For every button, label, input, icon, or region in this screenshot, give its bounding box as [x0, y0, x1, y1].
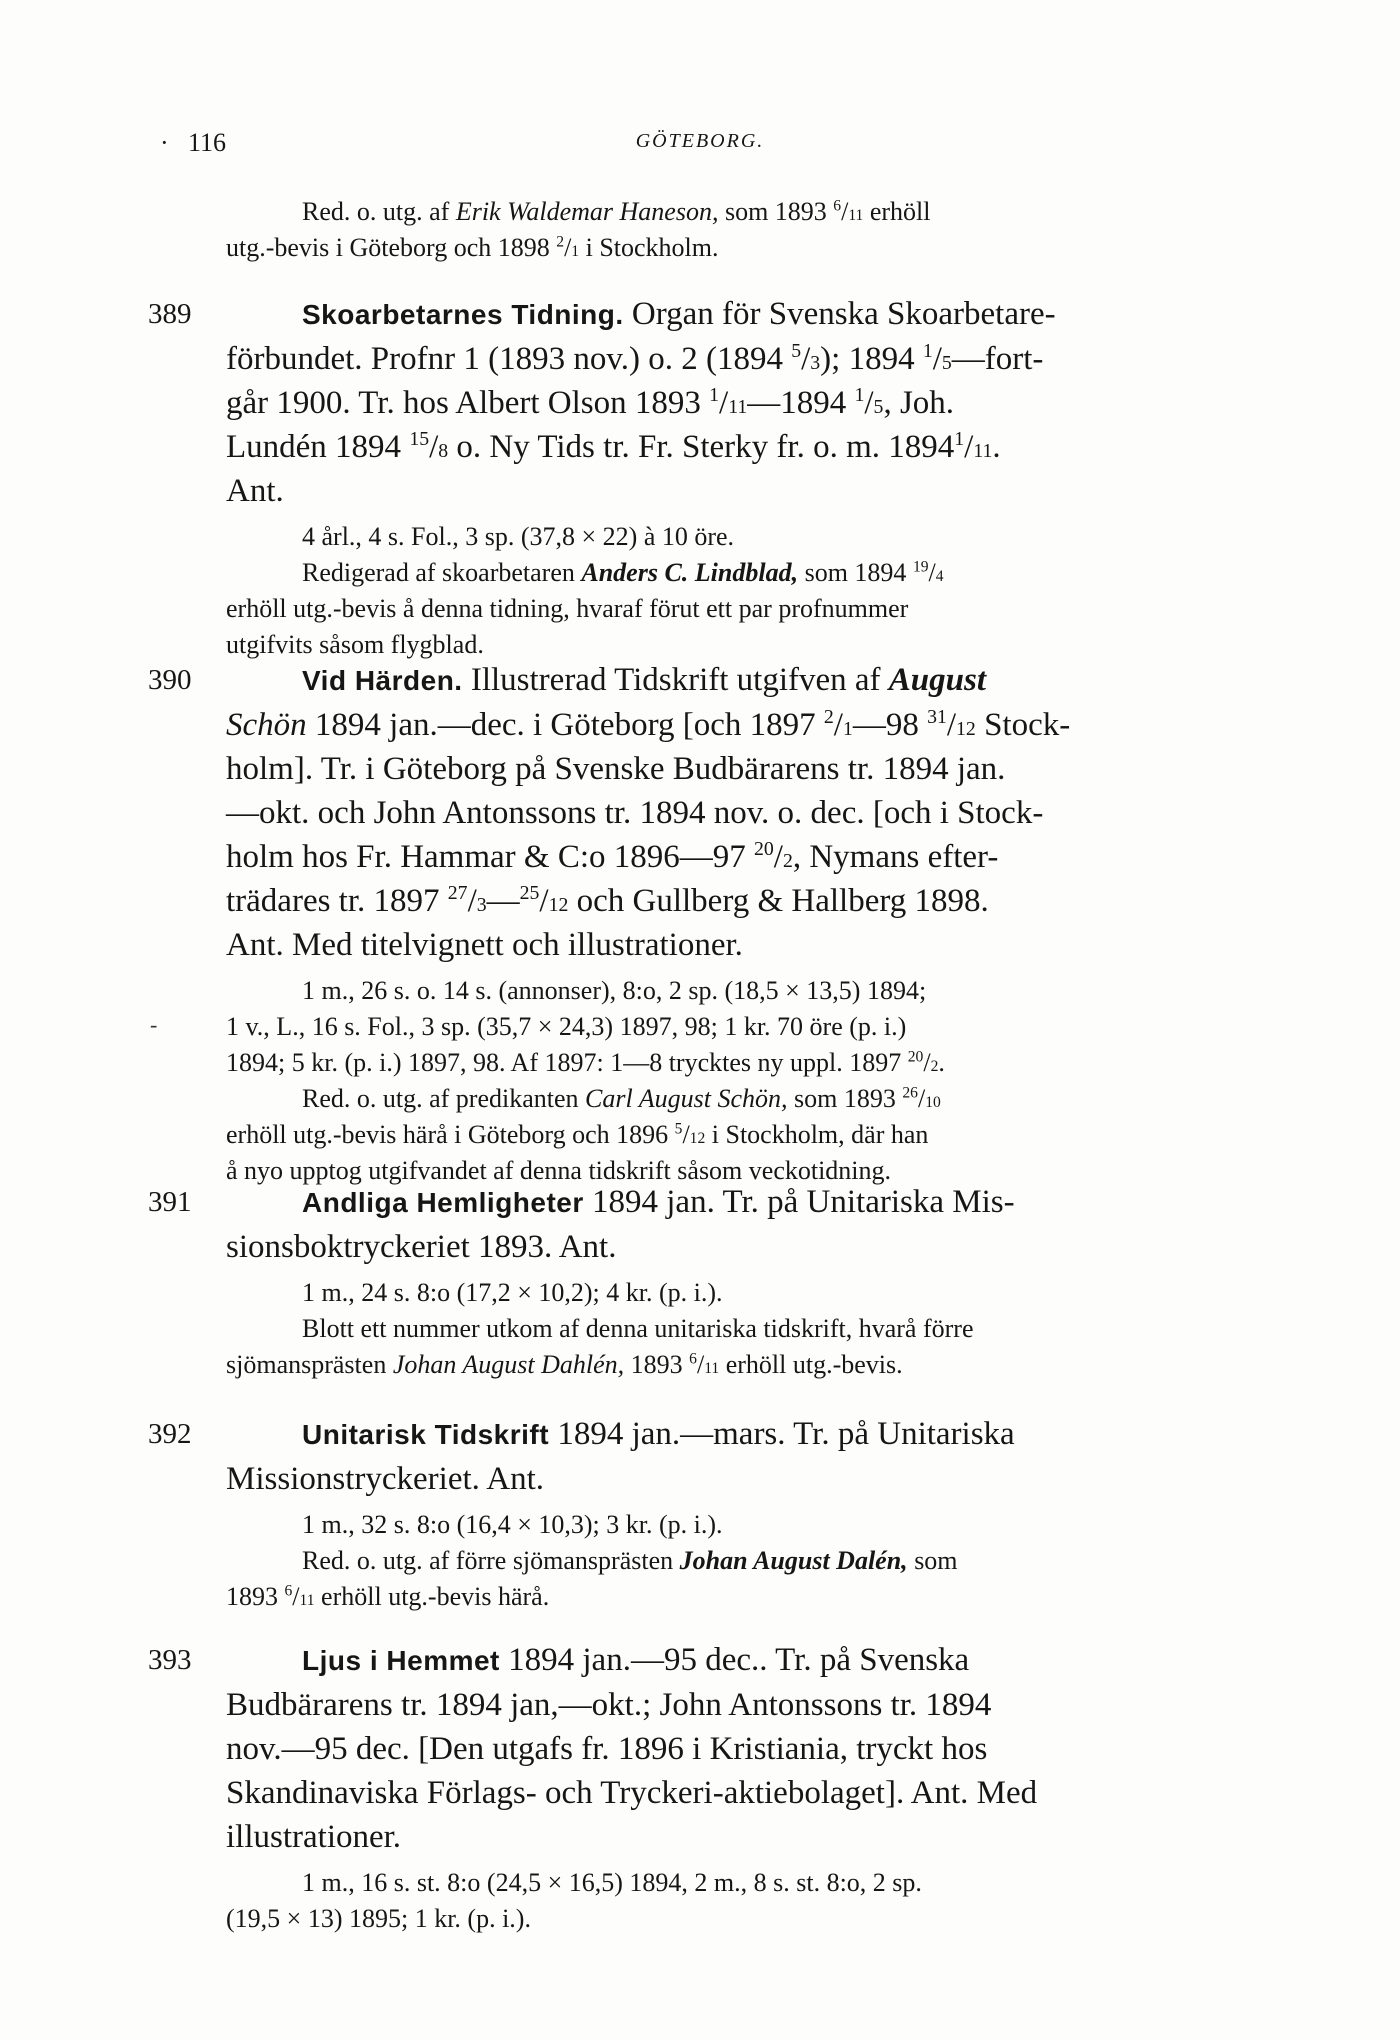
text-line: Missionstryckeriet. Ant.	[226, 1461, 545, 1497]
text-line: sionsboktryckeriet 1893. Ant.	[226, 1229, 617, 1265]
entry-390	[226, 658, 1236, 1189]
text-line: erhöll utg.-bevis härå i Göteborg och 1896 $^5$/12 i Stockholm, där han	[226, 1120, 929, 1149]
entry-title: Ljus i Hemmet	[302, 1645, 500, 1676]
text-line: Ljus i Hemmet 1894 jan.—95 dec.. Tr. på Svenska	[302, 1642, 970, 1678]
entry-number: 392	[148, 1418, 192, 1450]
text-line: Budbärarens tr. 1894 jan,—okt.; John Antonssons tr. 1894	[226, 1687, 992, 1723]
text-line: 1 m., 16 s. st. 8:o (24,5 × 16,5) 1894, 2 m., 8 s. st. 8:o, 2 sp.	[302, 1868, 922, 1897]
previous-entry-note	[226, 194, 1236, 266]
entry-title: Vid Härden.	[302, 665, 463, 696]
text-line: 1894; 5 kr. (p. i.) 1897, 98. Af 1897: 1—8 trycktes ny uppl. 1897 $^{20}$/2.	[226, 1048, 945, 1077]
text-line: 4 årl., 4 s. Fol., 3 sp. (37,8 × 22) à 10 öre.	[302, 522, 735, 551]
text-line: Redigerad af skoarbetaren Anders C. Lindblad, som 1894 $^{19}$/4	[302, 558, 944, 587]
entry-391	[226, 1180, 1236, 1383]
text-line: (19,5 × 13) 1895; 1 kr. (p. i.).	[226, 1904, 531, 1933]
text-line: Blott ett nummer utkom af denna unitariska tidskrift, hvarå förre	[302, 1314, 974, 1343]
text-line: förbundet. Profnr 1 (1893 nov.) o. 2 (1894 $^5$/3); 1894 $^1$/5—fort-	[226, 340, 1044, 377]
entry-392	[226, 1412, 1236, 1615]
page-dot: ·	[160, 128, 169, 157]
text-line: Ant. Med titelvignett och illustrationer.	[226, 927, 743, 963]
text-line: å nyo upptog utgifvandet af denna tidskrift såsom veckotidning.	[226, 1156, 892, 1185]
text-line: Schön 1894 jan.—dec. i Göteborg [och 1897 $^2$/1—98 $^{31}$/12 Stock-	[226, 706, 1071, 743]
text-line: 1893 $^6$/11 erhöll utg.-bevis härå.	[226, 1582, 550, 1611]
text-line: sjömansprästen Johan August Dahlén, 1893 $^6$/11 erhöll utg.-bevis.	[226, 1350, 903, 1379]
text-line: Red. o. utg. af förre sjömansprästen Johan August Dalén, som	[302, 1546, 958, 1575]
entry-number: 391	[148, 1186, 192, 1218]
text-line: utg.-bevis i Göteborg och 1898 $^2$/1 i Stockholm.	[226, 233, 719, 262]
entry-389	[226, 292, 1236, 663]
entry-title: Andliga Hemligheter	[302, 1187, 584, 1218]
text-line: Ant.	[226, 473, 284, 509]
entry-number: 390	[148, 664, 192, 696]
text-line: holm]. Tr. i Göteborg på Svenske Budbärarens tr. 1894 jan.	[226, 751, 1006, 787]
text-line: holm hos Fr. Hammar & C:o 1896—97 $^{20}$/2, Nymans efter-	[226, 838, 999, 875]
entry-title: Skoarbetarnes Tidning.	[302, 299, 624, 330]
text-line: utgifvits såsom flygblad.	[226, 630, 484, 659]
text-line: trädares tr. 1897 $^{27}$/3—$^{25}$/12 och Gullberg & Hallberg 1898.	[226, 882, 989, 919]
entry-title: Unitarisk Tidskrift	[302, 1419, 550, 1450]
text-line: Red. o. utg. af predikanten Carl August Schön, som 1893 $^{26}$/10	[302, 1084, 941, 1113]
page-header	[160, 128, 1240, 168]
text-line: Red. o. utg. af Erik Waldemar Haneson, som 1893 $^6$/11 erhöll	[302, 197, 931, 226]
entry-393	[226, 1638, 1236, 1937]
text-line: Andliga Hemligheter 1894 jan. Tr. på Unitariska Mis-	[302, 1184, 1015, 1220]
text-line: 1 m., 32 s. 8:o (16,4 × 10,3); 3 kr. (p. i.).	[302, 1510, 723, 1539]
running-title: GÖTEBORG.	[635, 130, 765, 152]
text-line: illustrationer.	[226, 1819, 402, 1855]
text-line: erhöll utg.-bevis å denna tidning, hvaraf förut ett par profnummer	[226, 594, 909, 623]
text-line: —okt. och John Antonssons tr. 1894 nov. o. dec. [och i Stock-	[226, 795, 1044, 831]
text-line: 1 m., 26 s. o. 14 s. (annonser), 8:o, 2 sp. (18,5 × 13,5) 1894;	[302, 976, 927, 1005]
text-line: Skandinaviska Förlags- och Tryckeri-aktiebolaget]. Ant. Med	[226, 1775, 1038, 1811]
text-line: 1 v., L., 16 s. Fol., 3 sp. (35,7 × 24,3) 1897, 98; 1 kr. 70 öre (p. i.)	[226, 1012, 907, 1041]
text-line: Lundén 1894 $^{15}$/8 o. Ny Tids tr. Fr. Sterky fr. o. m. 1894$^1$/11.	[226, 428, 1001, 465]
page-number: 116	[188, 128, 227, 157]
text-line: nov.—95 dec. [Den utgafs fr. 1896 i Kristiania, tryckt hos	[226, 1731, 988, 1767]
text-line: Vid Härden. Illustrerad Tidskrift utgifven af August	[302, 662, 987, 698]
text-line: Skoarbetarnes Tidning. Organ för Svenska Skoarbetare-	[302, 296, 1056, 332]
text-line: Unitarisk Tidskrift 1894 jan.—mars. Tr. på Unitariska	[302, 1416, 1015, 1452]
text-line: 1 m., 24 s. 8:o (17,2 × 10,2); 4 kr. (p. i.).	[302, 1278, 723, 1307]
entry-number: 389	[148, 298, 192, 330]
text-line: går 1900. Tr. hos Albert Olson 1893 $^1$/11—1894 $^1$/5, Joh.	[226, 384, 955, 421]
margin-mark: -	[150, 1012, 158, 1037]
entry-number: 393	[148, 1644, 192, 1676]
